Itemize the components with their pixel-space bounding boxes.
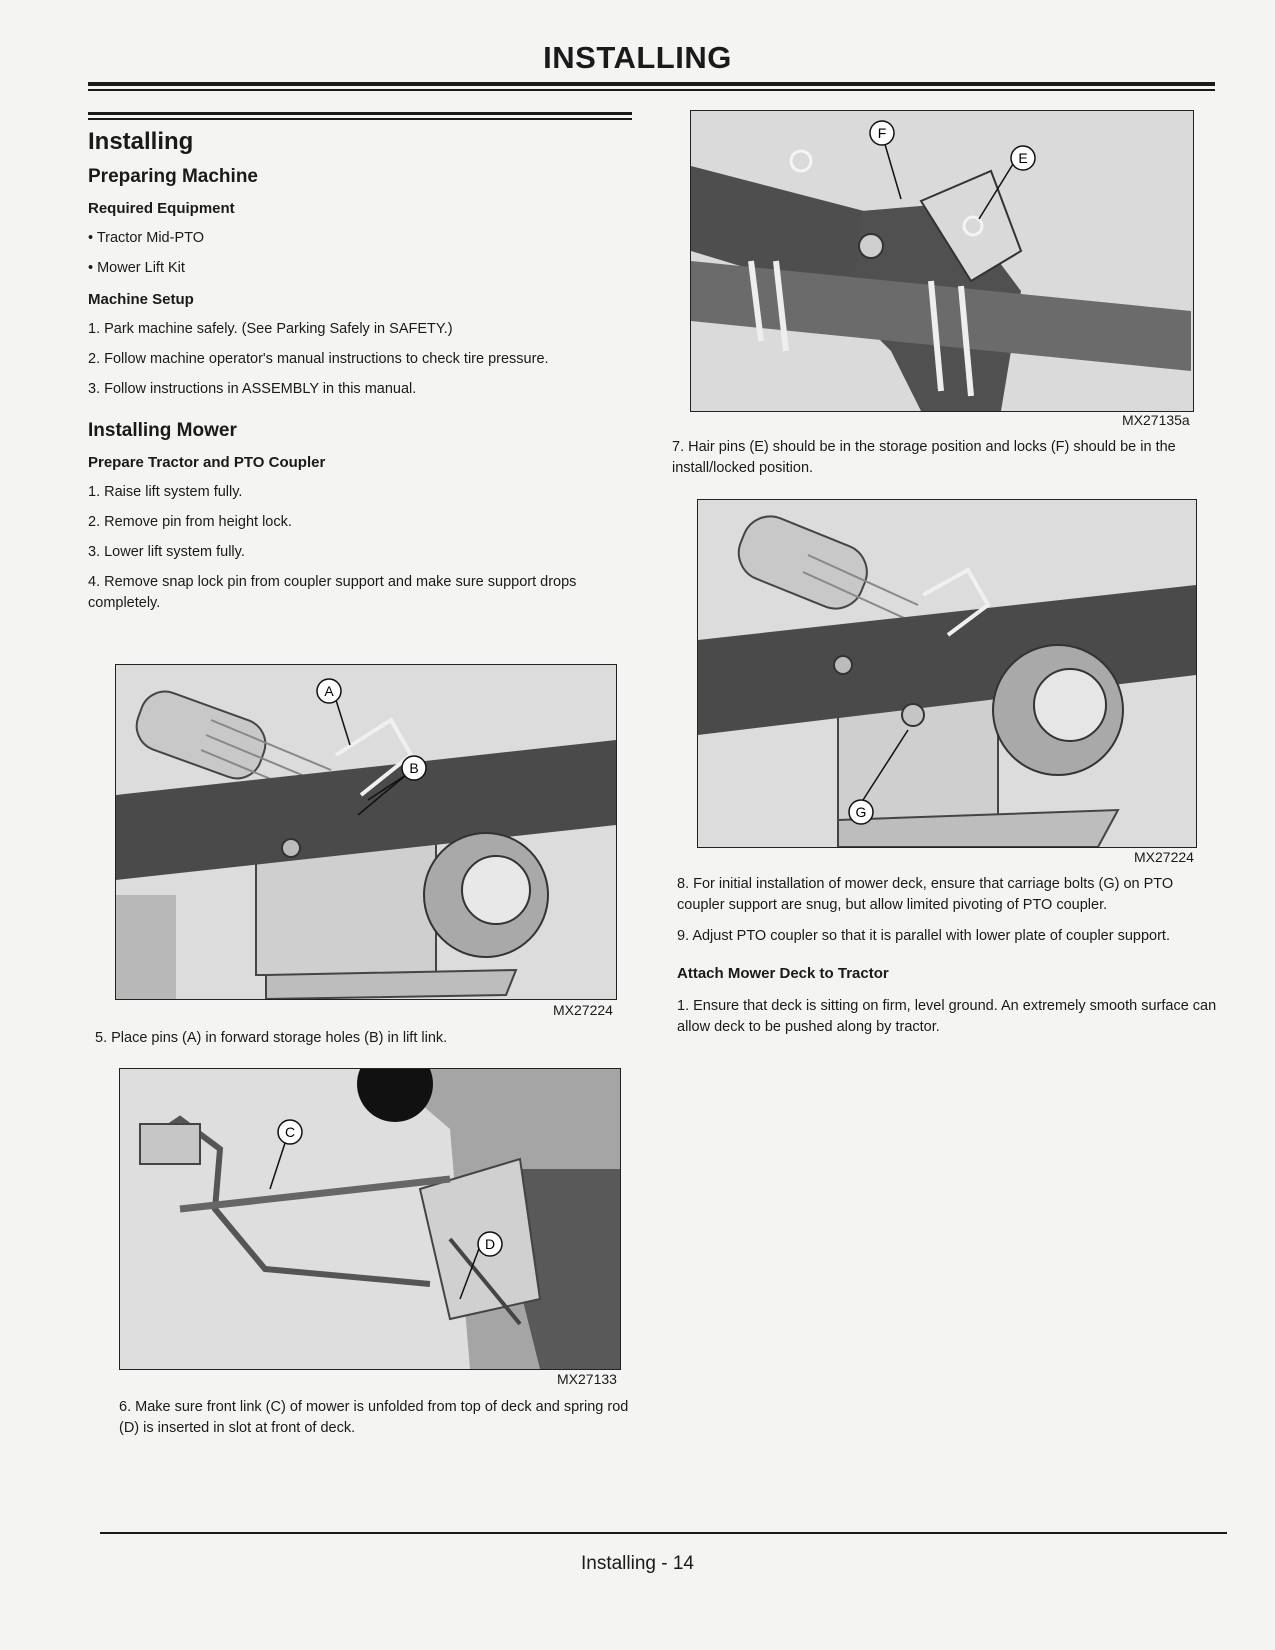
prepare-step: 1. Raise lift system fully. (88, 484, 243, 500)
prepare-tractor-heading: Prepare Tractor and PTO Coupler (88, 454, 326, 471)
figure-carriage-bolts (697, 499, 1197, 848)
preparing-machine-heading: Preparing Machine (88, 166, 258, 187)
step-8: 8. For initial installation of mower deck, ensure that carriage bolts (G) on PTO coupler support are snug, but allow limited pivoting of PTO coupler. (677, 876, 1174, 913)
prepare-step: 2. Remove pin from height lock. (88, 514, 292, 530)
callout-f: F (877, 125, 887, 141)
figure-id: MX27135a (1122, 412, 1190, 428)
step-7: 7. Hair pins (E) should be in the storage position and locks (F) should be in the install/locked position. (672, 439, 1176, 476)
callout-d: D (484, 1236, 496, 1252)
prepare-step: 3. Lower lift system fully. (88, 544, 245, 560)
equipment-item: • Mower Lift Kit (88, 260, 185, 276)
setup-step: 1. Park machine safely. (See Parking Safely in SAFETY.) (88, 321, 453, 337)
left-column-rule-thin (88, 118, 632, 120)
footer-rule (100, 1532, 1227, 1534)
callout-c: C (284, 1124, 296, 1140)
callout-g: G (855, 804, 867, 820)
attach-step-1: 1. Ensure that deck is sitting on firm, level ground. An extremely smooth surface can allow deck to be pushed along by tractor. (677, 998, 1217, 1035)
machine-setup-heading: Machine Setup (88, 291, 194, 308)
callout-e: E (1018, 150, 1028, 166)
figure-id: MX27133 (557, 1371, 617, 1387)
step-6: 6. Make sure front link (C) of mower is unfolded from top of deck and spring rod (D) is inserted in slot at front of deck. (119, 1399, 629, 1436)
figure-lift-link (115, 664, 617, 1000)
attach-deck-heading: Attach Mower Deck to Tractor (677, 965, 889, 982)
left-column-rule (88, 112, 632, 115)
header-rule (88, 82, 1215, 86)
prepare-step: 4. Remove snap lock pin from coupler support and make sure support drops completely. (88, 574, 577, 611)
step-9: 9. Adjust PTO coupler so that it is parallel with lower plate of coupler support. (677, 928, 1170, 944)
callout-a: A (324, 683, 334, 699)
figure-id: MX27224 (553, 1002, 613, 1018)
step-5: 5. Place pins (A) in forward storage holes (B) in lift link. (95, 1030, 448, 1046)
figure-hair-pins (690, 110, 1194, 412)
setup-step: 2. Follow machine operator's manual instructions to check tire pressure. (88, 351, 549, 367)
left-column (88, 128, 638, 623)
page-footer: Installing - 14 (580, 1553, 694, 1574)
setup-step: 3. Follow instructions in ASSEMBLY in this manual. (88, 381, 417, 397)
installing-mower-heading: Installing Mower (88, 420, 237, 441)
section-title: Installing (88, 128, 194, 155)
right-column (677, 874, 1217, 1047)
page-title: INSTALLING (543, 40, 732, 75)
equipment-item: • Tractor Mid-PTO (88, 230, 204, 246)
header-rule-thin (88, 89, 1215, 91)
callout-b: B (409, 760, 419, 776)
figure-front-link (119, 1068, 621, 1370)
figure-id: MX27224 (1134, 849, 1194, 865)
required-equipment-heading: Required Equipment (88, 200, 235, 217)
